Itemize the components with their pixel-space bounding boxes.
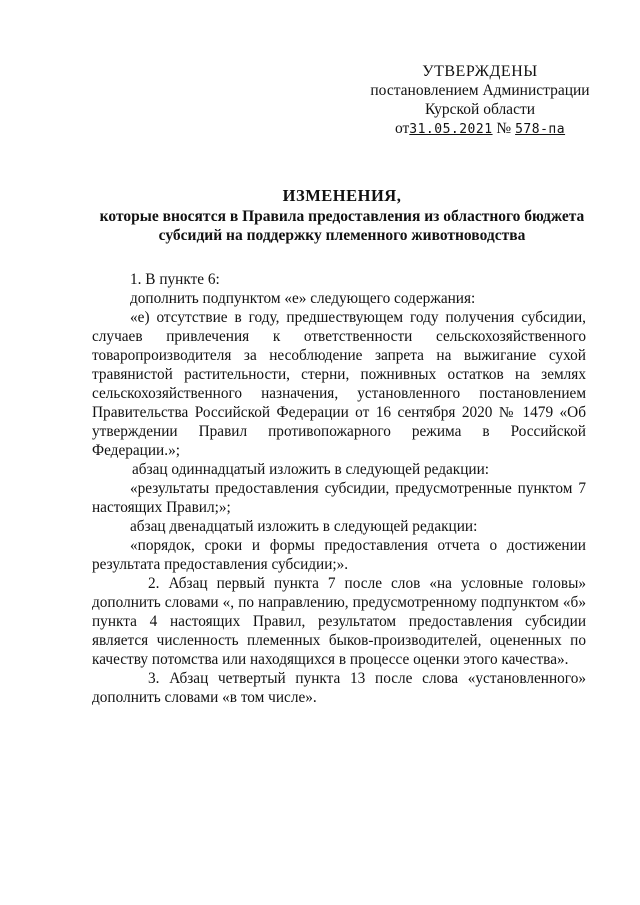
approval-date-prefix: от xyxy=(394,120,410,137)
approval-line-2: Курской области xyxy=(424,101,536,118)
paragraph-add-subitem: дополнить подпунктом «е» следующего содержания: xyxy=(130,290,476,307)
paragraph-item-3: 3. Абзац четвертый пункта 13 после слова «установленного» дополнить словами «в том числе». xyxy=(92,670,586,706)
paragraph-item-2: 2. Абзац первый пункта 7 после слов «на условные головы» дополнить словами «, по направлению, предусмотренному подпунктом «б» пункта 4 настоящих Правил, результатом предоставления субсидии является численность племенных быков-производителей, оцененных по качеству потомства или находящихся в процессе оценки этого качества». xyxy=(92,575,586,668)
document-heading xyxy=(92,185,592,245)
approval-date: 31.05.2021 xyxy=(409,122,493,137)
approval-line-1: постановлением Администрации xyxy=(370,82,590,99)
paragraph-eleventh-text: «результаты предоставления субсидии, предусмотренные пунктом 7 настоящих Правил;»; xyxy=(92,480,586,516)
approval-number-prefix: № xyxy=(496,120,512,137)
approval-title: УТВЕРЖДЕНЫ xyxy=(422,63,538,80)
heading-subtitle-line-2: субсидий на поддержку племенного животноводства xyxy=(158,227,526,244)
paragraph-twelfth-text: «порядок, сроки и формы предоставления отчета о достижении результата предоставления субсидии;». xyxy=(92,537,586,573)
paragraph-eleventh-intro: абзац одиннадцатый изложить в следующей редакции: xyxy=(132,461,490,478)
heading-subtitle-line-1: которые вносятся в Правила предоставления из областного бюджета xyxy=(99,208,585,225)
approval-date-line xyxy=(360,119,600,139)
document-body xyxy=(92,270,586,707)
approval-number: 578-па xyxy=(515,122,566,137)
paragraph-subitem-e: «е) отсутствие в году, предшествующем году получения субсидии, случаев привлечения к ответственности сельскохозяйственного товаропроизводителя за несоблюдение запрета на выжигание сухой травянистой растительности, стерни, пожнивных остатков на землях сельскохозяйственного назначения, установленного постановлением Правительства Российской Федерации от 16 сентября 2020 № 1479 «Об утверждении Правил противопожарного режима в Российской Федерации.»; xyxy=(92,309,586,459)
paragraph-twelfth-intro: абзац двенадцатый изложить в следующей редакции: xyxy=(130,518,478,535)
paragraph-item-1: 1. В пункте 6: xyxy=(130,271,220,288)
heading-title: ИЗМЕНЕНИЯ, xyxy=(282,186,402,205)
approval-stamp xyxy=(360,62,600,139)
